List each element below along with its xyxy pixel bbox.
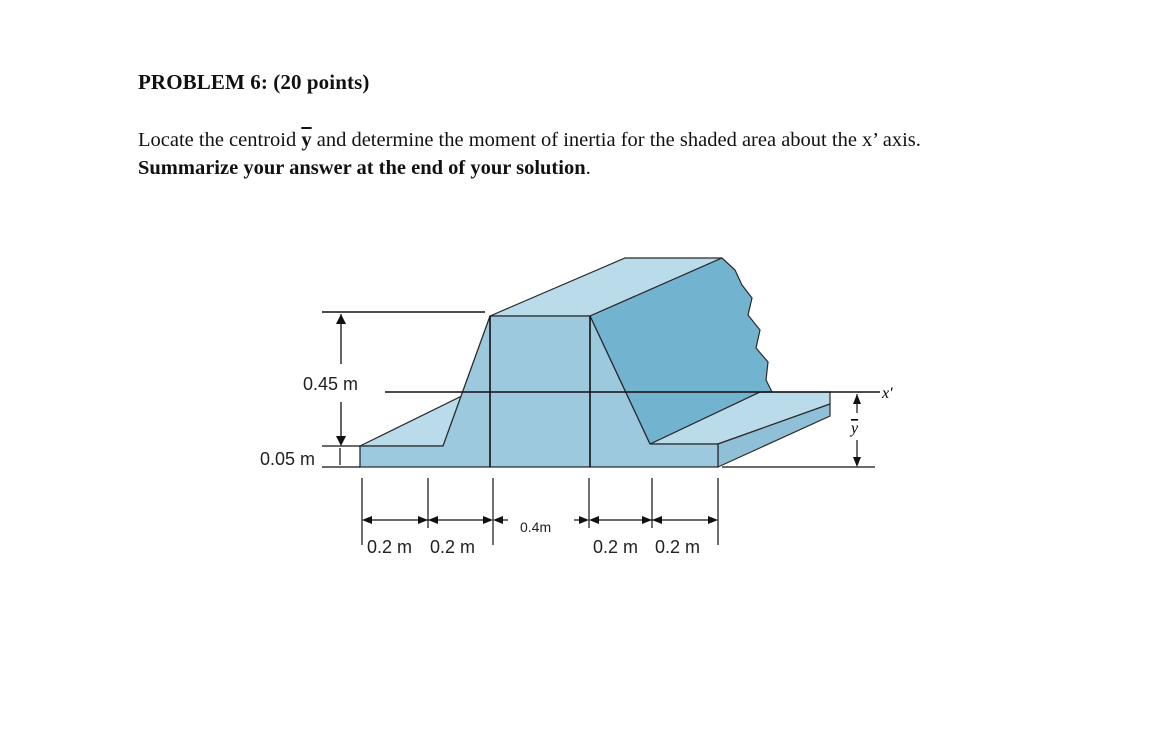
dim-045-arrow-bottom (336, 436, 346, 446)
statement-line-1: Locate the centroid $\overline{y}$ and determine the moment of inertia for the shaded area about the x’ axis. (138, 129, 921, 151)
problem-title: PROBLEM 6: (20 points) (138, 70, 370, 94)
centroid-symbol: $\overline{y}$ (301, 129, 312, 151)
dim-005-label: 0.05 m (260, 449, 316, 469)
ybar-arrow-bottom (853, 457, 861, 467)
dim-w1-label: 0.2 m (367, 537, 413, 557)
dim-w3-label: 0.2 m (593, 537, 639, 557)
summary-instruction: Summarize your answer at the end of your solution (138, 157, 586, 179)
ybar-label: y (851, 420, 859, 437)
dim-045-label: 0.45 m (303, 374, 359, 394)
x-prime-label: x′ (882, 385, 893, 402)
dim-w4-label: 0.2 m (655, 537, 701, 557)
statement-line-2: Summarize your answer at the end of your solution. (138, 157, 591, 179)
dim-w2-label: 0.2 m (430, 537, 476, 557)
ybar-arrow-top (853, 394, 861, 404)
dim-045-arrow-top (336, 314, 346, 324)
dim-mid-label: 0.4m (520, 519, 552, 535)
